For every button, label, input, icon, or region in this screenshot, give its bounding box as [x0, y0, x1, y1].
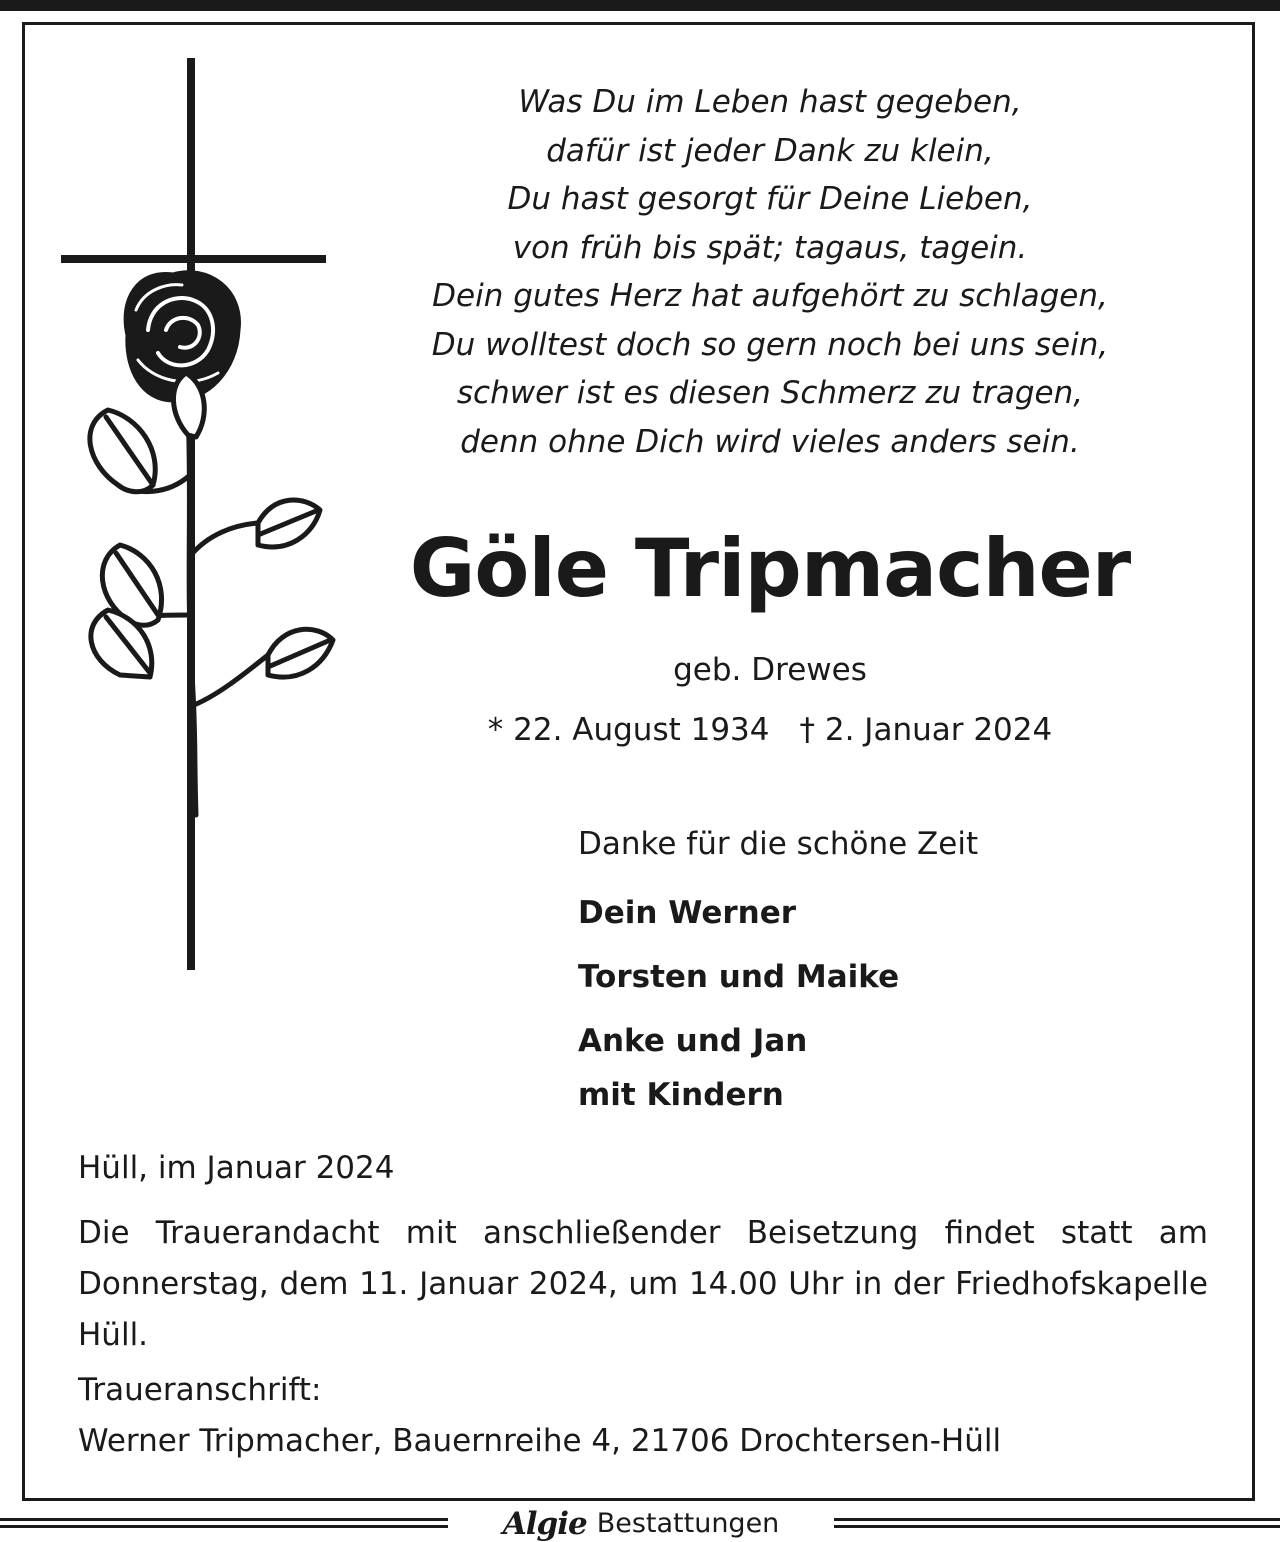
deceased-name: Göle Tripmacher	[409, 522, 1131, 615]
poem	[360, 78, 1180, 466]
footer-bar	[0, 1507, 1280, 1540]
top-rule	[0, 0, 1280, 11]
poem-line: dafür ist jeder Dank zu klein,	[546, 132, 994, 169]
survivor: mit Kindern	[578, 1077, 784, 1113]
survivor: Torsten und Maike	[578, 959, 900, 995]
footer-rule	[0, 1518, 448, 1521]
brand-text: Bestattungen	[596, 1508, 780, 1539]
birth-date: * 22. August 1934	[487, 712, 770, 748]
place-date: Hüll, im Januar 2024	[78, 1150, 395, 1186]
thanks-line: Danke für die schöne Zeit	[578, 826, 979, 862]
service-info: Die Trauerandacht mit anschließender Beisetzung findet statt am Donnerstag, dem 11. Januar 2024, um 14.00 Uhr in der Friedhofskapelle Hüll.	[78, 1215, 1208, 1353]
brand-logo: Algie	[502, 1505, 587, 1542]
funeral-home-brand	[448, 1507, 834, 1540]
poem-line: Du wolltest doch so gern noch bei uns sein,	[431, 326, 1109, 363]
footer-rule	[0, 1525, 448, 1528]
poem-line: Du hast gesorgt für Deine Lieben,	[507, 181, 1033, 217]
poem-line: schwer ist es diesen Schmerz zu tragen,	[456, 375, 1084, 411]
footer-rule	[834, 1518, 1280, 1521]
footer-rule	[834, 1525, 1280, 1528]
poem-line: denn ohne Dich wird vieles anders sein.	[460, 423, 1080, 460]
poem-line: Was Du im Leben hast gegeben,	[518, 84, 1022, 120]
life-dates	[440, 712, 1100, 748]
death-date: † 2. Januar 2024	[799, 712, 1053, 748]
birth-name: geb. Drewes	[673, 652, 867, 688]
poem-line: Dein gutes Herz hat aufgehört zu schlagen,	[432, 278, 1108, 314]
rose-icon	[90, 273, 333, 815]
poem-line: von früh bis spät; tagaus, tagein.	[512, 229, 1028, 266]
survivor: Dein Werner	[578, 895, 797, 931]
survivor: Anke und Jan	[578, 1023, 808, 1059]
address-label: Traueranschrift:	[78, 1372, 322, 1408]
mourning-address: Werner Tripmacher, Bauernreihe 4, 21706 Drochtersen-Hüll	[78, 1423, 1002, 1459]
survivors-list	[578, 890, 899, 1136]
cross-rose-illustration	[58, 55, 338, 975]
